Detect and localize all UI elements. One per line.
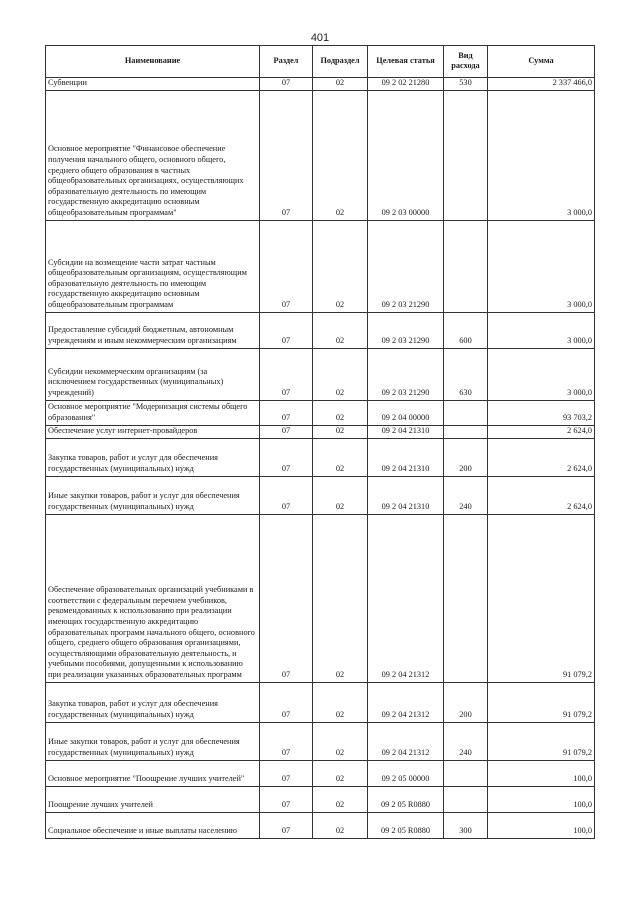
header-expense-type: Вид расхода [444,46,488,78]
row-expense-type [444,90,488,220]
budget-table [45,45,595,839]
row-target: 09 2 04 21312 [368,682,444,722]
row-section: 07 [260,78,313,91]
row-target: 09 2 02 21280 [368,78,444,91]
table-row [46,400,595,425]
row-subsection: 02 [313,786,368,812]
row-subsection: 02 [313,400,368,425]
row-subsection: 02 [313,90,368,220]
table-row [46,682,595,722]
row-expense-type: 200 [444,682,488,722]
row-subsection: 02 [313,812,368,838]
row-subsection: 02 [313,760,368,786]
table-row [46,760,595,786]
row-section: 07 [260,514,313,682]
row-sum: 3 000,0 [488,220,595,312]
row-subsection: 02 [313,722,368,760]
row-target: 09 2 04 21310 [368,425,444,438]
table-header-row [46,46,595,78]
table-row [46,438,595,476]
row-sum: 2 337 466,0 [488,78,595,91]
row-section: 07 [260,312,313,348]
row-section: 07 [260,425,313,438]
row-section: 07 [260,786,313,812]
row-sum: 2 624,0 [488,476,595,514]
table-row [46,786,595,812]
table-row [46,476,595,514]
row-sum: 100,0 [488,760,595,786]
row-target: 09 2 04 21310 [368,438,444,476]
row-sum: 91 079,2 [488,722,595,760]
table-row [46,348,595,400]
row-sum: 3 000,0 [488,312,595,348]
row-name: Обеспечение образовательных организаций учебниками в соответствии с федеральным перечнем учебников, рекомендованных к использованию при реализации имеющих государственную аккредитацию образовательных программ начального общего, основного общего, среднего общего образования организациями, осуществляющими образовательную деятельность, и учебными пособиями, допущенными к использованию при реализации указанных образовательных программ [46,514,260,682]
row-target: 09 2 03 21290 [368,220,444,312]
table-row [46,90,595,220]
row-target: 09 2 05 R0880 [368,786,444,812]
row-expense-type: 240 [444,476,488,514]
row-target: 09 2 05 R0880 [368,812,444,838]
row-sum: 91 079,2 [488,682,595,722]
row-sum: 2 624,0 [488,438,595,476]
row-name: Обеспечение услуг интернет-провайдеров [46,425,260,438]
row-sum: 91 079,2 [488,514,595,682]
row-section: 07 [260,682,313,722]
row-subsection: 02 [313,312,368,348]
header-section: Раздел [260,46,313,78]
table-row [46,78,595,91]
row-section: 07 [260,220,313,312]
row-sum: 3 000,0 [488,90,595,220]
row-section: 07 [260,348,313,400]
row-expense-type: 240 [444,722,488,760]
table-row [46,514,595,682]
row-target: 09 2 04 00000 [368,400,444,425]
row-sum: 93 703,2 [488,400,595,425]
row-sum: 3 000,0 [488,348,595,400]
row-expense-type: 300 [444,812,488,838]
row-expense-type [444,425,488,438]
row-expense-type: 530 [444,78,488,91]
row-expense-type [444,786,488,812]
row-name: Закупка товаров, работ и услуг для обеспечения государственных (муниципальных) нужд [46,682,260,722]
row-section: 07 [260,760,313,786]
row-target: 09 2 03 21290 [368,312,444,348]
row-target: 09 2 03 00000 [368,90,444,220]
row-expense-type: 630 [444,348,488,400]
table-row [46,220,595,312]
row-target: 09 2 04 21312 [368,722,444,760]
row-expense-type [444,400,488,425]
row-expense-type [444,760,488,786]
row-section: 07 [260,812,313,838]
header-target: Целевая статья [368,46,444,78]
table-row [46,312,595,348]
row-section: 07 [260,722,313,760]
row-subsection: 02 [313,514,368,682]
row-sum: 2 624,0 [488,425,595,438]
table-row [46,722,595,760]
header-name: Наименование [46,46,260,78]
row-name: Закупка товаров, работ и услуг для обеспечения государственных (муниципальных) нужд [46,438,260,476]
row-expense-type [444,220,488,312]
row-target: 09 2 05 00000 [368,760,444,786]
row-section: 07 [260,400,313,425]
table-row [46,812,595,838]
row-subsection: 02 [313,438,368,476]
row-subsection: 02 [313,425,368,438]
row-name: Предоставление субсидий бюджетным, автономным учреждениям и иным некоммерческим организациям [46,312,260,348]
header-sum: Сумма [488,46,595,78]
row-target: 09 2 03 21290 [368,348,444,400]
row-sum: 100,0 [488,786,595,812]
table-row [46,425,595,438]
row-subsection: 02 [313,476,368,514]
row-name: Основное мероприятие "Модернизация системы общего образования" [46,400,260,425]
header-subsection: Подраздел [313,46,368,78]
row-section: 07 [260,476,313,514]
row-expense-type: 200 [444,438,488,476]
row-name: Субсидии некоммерческим организациям (за исключением государственных (муниципальных) учреждений) [46,348,260,400]
row-sum: 100,0 [488,812,595,838]
row-name: Иные закупки товаров, работ и услуг для обеспечения государственных (муниципальных) нужд [46,476,260,514]
row-subsection: 02 [313,78,368,91]
row-name: Иные закупки товаров, работ и услуг для обеспечения государственных (муниципальных) нужд [46,722,260,760]
row-section: 07 [260,438,313,476]
row-name: Основное мероприятие "Финансовое обеспечение получения начального общего, основного общего, среднего общего образования в частных общеобразовательных организациях, осуществляющих образовательную деятельность по имеющим государственную аккредитацию основным общеобразовательным программам" [46,90,260,220]
row-name: Субвенции [46,78,260,91]
row-name: Субсидии на возмещение части затрат частным общеобразовательным организациям, осуществляющим образовательную деятельность по имеющим государственную аккредитацию основным общеобразовательным программам [46,220,260,312]
row-subsection: 02 [313,348,368,400]
row-expense-type [444,514,488,682]
page-number: 401 [310,32,330,44]
row-subsection: 02 [313,220,368,312]
row-target: 09 2 04 21312 [368,514,444,682]
row-name: Социальное обеспечение и иные выплаты населению [46,812,260,838]
row-subsection: 02 [313,682,368,722]
row-expense-type: 600 [444,312,488,348]
row-target: 09 2 04 21310 [368,476,444,514]
row-name: Поощрение лучших учителей [46,786,260,812]
row-name: Основное мероприятие "Поощрение лучших учителей" [46,760,260,786]
row-section: 07 [260,90,313,220]
